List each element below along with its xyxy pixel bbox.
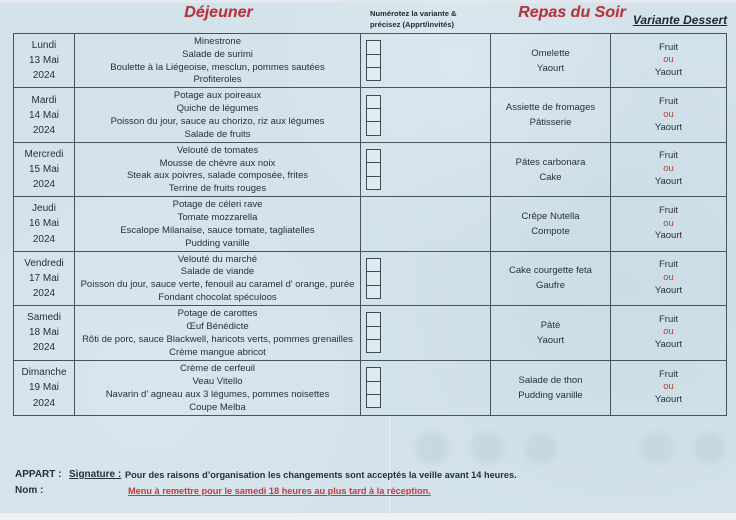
show-through-mark bbox=[525, 434, 557, 464]
day-year: 2024 bbox=[32, 397, 56, 409]
show-through-mark bbox=[693, 432, 725, 464]
menu-line: Fondant chocolat spéculoos bbox=[158, 292, 277, 304]
variant-checkbox bbox=[367, 55, 380, 68]
return-deadline-notice: Menu à remettre pour le samedi 18 heures au plus tard à la réception. bbox=[128, 486, 431, 496]
dessert-or: ou bbox=[663, 381, 674, 393]
dessert-cell bbox=[611, 143, 726, 196]
day-date: 19 Mai bbox=[28, 382, 59, 394]
day-date: 17 Mai bbox=[28, 272, 59, 284]
dessert-option: Fruit bbox=[659, 95, 678, 107]
repas-line: Pudding vanille bbox=[518, 389, 583, 401]
menu-line: Coupe Melba bbox=[189, 401, 246, 413]
day-cell bbox=[14, 306, 75, 359]
variant-checkbox bbox=[367, 382, 380, 395]
dessert-option: Yaourt bbox=[654, 339, 683, 351]
menu-line: Salade de viande bbox=[180, 266, 255, 278]
menu-line: Salade de surimi bbox=[182, 48, 253, 60]
menu-line: Quiche de légumes bbox=[176, 103, 259, 115]
variant-checkbox bbox=[367, 109, 380, 122]
repas-line: Compote bbox=[531, 225, 570, 237]
dessert-cell bbox=[611, 197, 726, 250]
dessert-or: ou bbox=[663, 54, 674, 66]
variant-checkbox-stack bbox=[366, 258, 381, 299]
menu-line: Poisson du jour, sauce au chorizo, riz aux légumes bbox=[110, 116, 325, 128]
dessert-option: Yaourt bbox=[654, 121, 683, 133]
menu-line: Tomate mozzarella bbox=[177, 212, 258, 224]
dessert-or: ou bbox=[663, 272, 674, 284]
day-cell bbox=[14, 361, 75, 415]
variante-cell bbox=[361, 252, 491, 305]
day-name: Dimanche bbox=[21, 366, 67, 378]
repas-cell bbox=[491, 197, 611, 250]
menu-line: Navarin d' agneau aux 3 légumes, pommes noisettes bbox=[105, 388, 330, 400]
dessert-option: Yaourt bbox=[654, 394, 683, 406]
dessert-option: Fruit bbox=[659, 259, 678, 271]
variante-dessert-title: Variante Dessert bbox=[632, 13, 728, 27]
variant-checkbox bbox=[367, 340, 380, 352]
day-cell bbox=[14, 34, 75, 87]
dessert-option: Fruit bbox=[659, 150, 678, 162]
dejeuner-cell bbox=[75, 306, 361, 359]
show-through-mark bbox=[470, 432, 504, 464]
signature-label: Signature : bbox=[69, 469, 122, 480]
dejeuner-cell bbox=[75, 34, 361, 87]
scan-edge-bottom bbox=[0, 513, 736, 520]
variant-checkbox-stack bbox=[366, 95, 381, 136]
dessert-or: ou bbox=[663, 108, 674, 120]
day-year: 2024 bbox=[32, 342, 56, 354]
menu-line: Minestrone bbox=[194, 35, 241, 47]
day-name: Mardi bbox=[31, 94, 57, 106]
menu-row-mardi bbox=[14, 88, 726, 142]
dessert-option: Fruit bbox=[659, 313, 678, 325]
variant-checkbox bbox=[367, 327, 380, 340]
menu-line: Potage aux poireaux bbox=[173, 90, 262, 102]
menu-line: Potage de céleri rave bbox=[172, 199, 263, 211]
day-cell bbox=[14, 88, 75, 141]
menu-row-samedi bbox=[14, 306, 726, 360]
variante-cell bbox=[361, 306, 491, 359]
variante-cell bbox=[361, 88, 491, 141]
menu-line: Poisson du jour, sauce verte, fenouil au caramel d' orange, purée bbox=[80, 279, 355, 291]
dessert-or: ou bbox=[663, 217, 674, 229]
scan-edge-top bbox=[0, 0, 736, 3]
variant-checkbox bbox=[367, 272, 380, 285]
variante-header-line2: précisez (Apprt/invités) bbox=[370, 19, 454, 29]
dejeuner-title: Déjeuner bbox=[184, 4, 253, 21]
repas-line: Pâtisserie bbox=[529, 117, 572, 129]
repas-cell bbox=[491, 34, 611, 87]
dejeuner-cell bbox=[75, 361, 361, 415]
dessert-or: ou bbox=[663, 326, 674, 338]
variante-column-header bbox=[370, 9, 490, 30]
menu-line: Œuf Bénédicte bbox=[186, 320, 249, 332]
menu-row-dimanche bbox=[14, 361, 726, 415]
variant-checkbox bbox=[367, 286, 380, 298]
variant-checkbox bbox=[367, 313, 380, 326]
dessert-option: Yaourt bbox=[654, 67, 683, 79]
variant-checkbox bbox=[367, 96, 380, 109]
repas-cell bbox=[491, 88, 611, 141]
dessert-option: Fruit bbox=[659, 204, 678, 216]
repas-line: Salade de thon bbox=[518, 374, 583, 386]
day-name: Jeudi bbox=[32, 203, 56, 215]
weekly-menu-table bbox=[13, 33, 727, 416]
variant-checkbox bbox=[367, 41, 380, 54]
dejeuner-cell bbox=[75, 197, 361, 250]
variante-cell bbox=[361, 34, 491, 87]
menu-line: Boulette à la Liégeoise, mesclun, pommes sautées bbox=[110, 61, 325, 73]
dessert-cell bbox=[611, 361, 726, 415]
repas-line: Yaourt bbox=[536, 334, 565, 346]
menu-row-lundi bbox=[14, 34, 726, 88]
day-year: 2024 bbox=[32, 179, 56, 191]
day-name: Vendredi bbox=[24, 257, 64, 269]
day-cell bbox=[14, 252, 75, 305]
menu-line: Profiteroles bbox=[193, 74, 242, 86]
menu-line: Pudding vanille bbox=[185, 237, 250, 249]
variant-checkbox-stack bbox=[366, 367, 381, 408]
change-policy-notice: Pour des raisons d’organisation les changements sont acceptés la veille avant 14 heures. bbox=[125, 470, 517, 480]
repas-cell bbox=[491, 361, 611, 415]
variant-checkbox bbox=[367, 122, 380, 134]
variant-checkbox bbox=[367, 395, 380, 407]
appart-label: APPART : bbox=[15, 469, 62, 480]
dessert-cell bbox=[611, 306, 726, 359]
menu-row-vendredi bbox=[14, 252, 726, 306]
menu-line: Velouté de tomates bbox=[176, 144, 259, 156]
repas-line: Omelette bbox=[531, 47, 570, 59]
repas-cell bbox=[491, 252, 611, 305]
day-date: 15 Mai bbox=[28, 164, 59, 176]
day-name: Samedi bbox=[27, 312, 61, 324]
dessert-option: Fruit bbox=[659, 41, 678, 53]
menu-line: Potage de carottes bbox=[177, 308, 258, 320]
variante-header-line1: Numérotez la variante & bbox=[370, 9, 457, 18]
menu-line: Rôti de porc, sauce Blackwell, haricots verts, pommes grenailles bbox=[82, 333, 353, 345]
menu-line: Crème mangue abricot bbox=[169, 346, 266, 358]
menu-row-mercredi bbox=[14, 143, 726, 197]
show-through-mark bbox=[640, 432, 674, 464]
day-year: 2024 bbox=[32, 70, 56, 82]
variant-checkbox bbox=[367, 163, 380, 176]
dessert-cell bbox=[611, 34, 726, 87]
dejeuner-cell bbox=[75, 143, 361, 196]
variant-checkbox-stack bbox=[366, 312, 381, 353]
repas-cell bbox=[491, 143, 611, 196]
menu-line: Crème de cerfeuil bbox=[180, 362, 255, 374]
day-date: 18 Mai bbox=[28, 327, 59, 339]
dessert-cell bbox=[611, 252, 726, 305]
dessert-option: Yaourt bbox=[654, 230, 683, 242]
variante-cell bbox=[361, 197, 491, 250]
dessert-option: Yaourt bbox=[654, 284, 683, 296]
menu-row-jeudi bbox=[14, 197, 726, 251]
repas-line: Crêpe Nutella bbox=[521, 210, 580, 222]
dessert-option: Fruit bbox=[659, 368, 678, 380]
paper-crease bbox=[389, 417, 390, 513]
variant-checkbox bbox=[367, 177, 380, 189]
repas-line: Pâtes carbonara bbox=[515, 156, 586, 168]
day-year: 2024 bbox=[32, 288, 56, 300]
menu-line: Terrine de fruits rouges bbox=[168, 183, 267, 195]
day-cell bbox=[14, 143, 75, 196]
dejeuner-cell bbox=[75, 88, 361, 141]
nom-label: Nom : bbox=[15, 485, 44, 496]
variant-checkbox-stack bbox=[366, 40, 381, 81]
repas-line: Cake courgette feta bbox=[509, 265, 592, 277]
variant-checkbox-stack bbox=[366, 149, 381, 190]
day-date: 13 Mai bbox=[28, 55, 59, 67]
variant-checkbox bbox=[367, 150, 380, 163]
menu-line: Salade de fruits bbox=[184, 128, 251, 140]
day-name: Lundi bbox=[31, 40, 57, 52]
dessert-option: Yaourt bbox=[654, 175, 683, 187]
dessert-cell bbox=[611, 88, 726, 141]
repas-cell bbox=[491, 306, 611, 359]
variante-cell bbox=[361, 361, 491, 415]
day-year: 2024 bbox=[32, 124, 56, 136]
menu-line: Steak aux poivres, salade composée, frites bbox=[126, 170, 309, 182]
dessert-or: ou bbox=[663, 163, 674, 175]
day-date: 16 Mai bbox=[28, 218, 59, 230]
repas-line: Pâté bbox=[540, 319, 561, 331]
day-name: Mercredi bbox=[24, 148, 64, 160]
day-cell bbox=[14, 197, 75, 250]
day-year: 2024 bbox=[32, 233, 56, 245]
menu-line: Escalope Milanaise, sauce tomate, tagliatelles bbox=[120, 224, 315, 236]
repas-line: Cake bbox=[539, 171, 562, 183]
repas-line: Gaufre bbox=[535, 280, 566, 292]
day-date: 14 Mai bbox=[28, 109, 59, 121]
dejeuner-cell bbox=[75, 252, 361, 305]
show-through-mark bbox=[415, 432, 449, 464]
menu-line: Velouté du marché bbox=[177, 253, 258, 265]
repas-line: Yaourt bbox=[536, 62, 565, 74]
variante-cell bbox=[361, 143, 491, 196]
repas-line: Assiette de fromages bbox=[505, 102, 596, 114]
repas-du-soir-title: Repas du Soir bbox=[518, 4, 626, 21]
menu-line: Veau Vitello bbox=[192, 375, 243, 387]
menu-line: Mousse de chèvre aux noix bbox=[159, 157, 276, 169]
variant-checkbox bbox=[367, 68, 380, 80]
variant-checkbox bbox=[367, 259, 380, 272]
variant-checkbox bbox=[367, 368, 380, 381]
